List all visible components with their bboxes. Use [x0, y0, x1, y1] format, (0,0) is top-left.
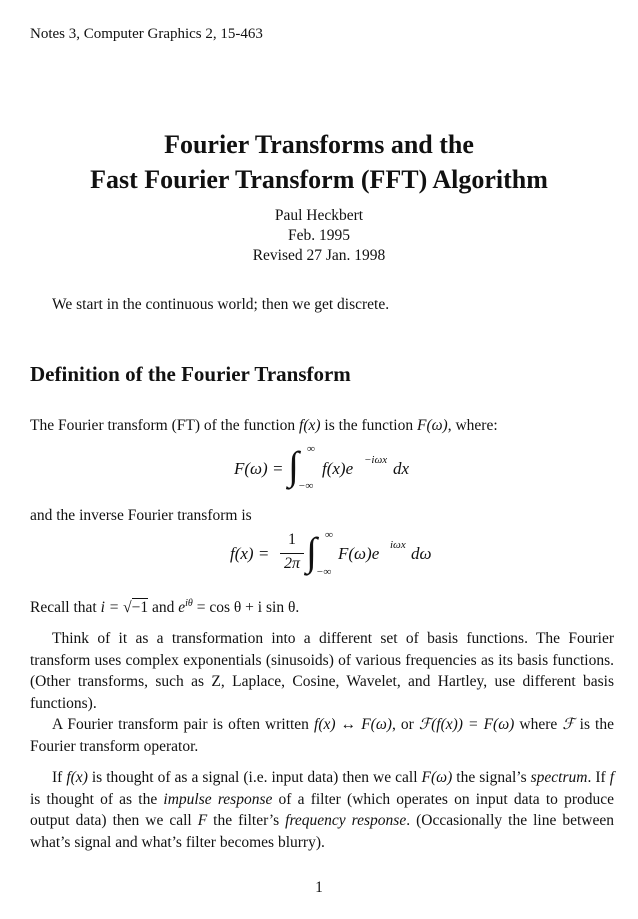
signal-text-5: is thought of as the — [30, 790, 164, 808]
signal-text-1: If — [52, 769, 67, 786]
eq1-lower-limit: −∞ — [298, 480, 314, 492]
eq2-numerator: 1 — [288, 531, 296, 548]
pair-operator-symbol: ℱ — [562, 716, 575, 733]
recall-i-eq: i = √ — [100, 599, 132, 617]
recall-e-exponent: iθ — [185, 598, 193, 609]
author: Paul Heckbert — [274, 207, 364, 224]
eq2-lower-limit: −∞ — [316, 566, 332, 578]
title-line-2: Fast Fourier Transform (FFT) Algorithm — [90, 165, 548, 194]
pair-expression: f(x) ↔ F(ω) — [314, 716, 392, 733]
basis-paragraph: Think of it as a transformation into a different set of basis functions. The Fourier transform uses complex exponentials (sinusoids) of various frequencies as its basis functions. (Other transforms, such as Z, Laplace, Cosine, Wavelet, and Hartley, use different basis functions). — [30, 630, 614, 712]
date: Feb. 1995 — [288, 227, 350, 244]
signal-text-3: the signal’s — [452, 769, 531, 786]
eq2-lhs: f(x) = — [230, 544, 270, 563]
recall-e: e — [178, 599, 186, 617]
signal-F: F — [197, 812, 208, 829]
page-number: 1 — [315, 879, 323, 896]
recall-rhs: = cos θ + i sin θ. — [192, 599, 300, 617]
inverse-intro: and the inverse Fourier transform is — [30, 507, 252, 524]
ft-intro-paragraph — [30, 415, 614, 437]
eq1-lhs: F(ω) = — [234, 459, 284, 478]
eq2-integrand: F(ω)e — [338, 544, 380, 563]
ft-intro-Fw: F(ω) — [416, 417, 448, 434]
eq2-exponent: iωx — [390, 539, 406, 551]
revised-date: Revised 27 Jan. 1998 — [252, 247, 386, 264]
running-header: Notes 3, Computer Graphics 2, 15-463 — [30, 26, 263, 42]
signal-fx: f(x) — [66, 769, 88, 786]
signal-f: f — [609, 769, 614, 786]
signal-text-4: . If — [587, 769, 610, 786]
title-line-1: Fourier Transforms and the — [164, 130, 474, 159]
pair-text-4: is the Fourier transform operator. — [30, 716, 614, 755]
signal-spectrum: spectrum — [530, 769, 588, 786]
recall-text-1: Recall that — [30, 599, 101, 617]
signal-text-2: is thought of as a signal (i.e. input data) then we call — [87, 769, 422, 786]
ft-intro-fx: f(x) — [299, 417, 321, 434]
eq1-integral-sign: ∫ — [288, 443, 299, 488]
recall-text-2: and — [148, 599, 179, 617]
eq1-upper-limit: ∞ — [307, 443, 315, 455]
equation-forward-ft — [0, 440, 638, 500]
signal-text-8: . (Occasionally the line between what’s signal and what’s filter becomes blurry). — [30, 812, 614, 851]
recall-minus-one: −1 — [131, 599, 149, 617]
eq2-integral-sign: ∫ — [306, 529, 317, 574]
recall-line — [30, 593, 614, 619]
pair-operator-expression: ℱ(f(x)) = F(ω) — [418, 716, 515, 733]
intro-paragraph: We start in the continuous world; then we get discrete. — [52, 296, 390, 313]
equation-inverse-ft — [0, 528, 638, 592]
signal-paragraph — [30, 767, 614, 853]
ft-intro-text-1: The Fourier transform (FT) of the function — [30, 417, 300, 434]
signal-Fw: F(ω) — [421, 769, 453, 786]
eq2-upper-limit: ∞ — [325, 529, 333, 541]
pair-text-1: A Fourier transform pair is often written — [52, 716, 315, 733]
signal-frequency-response: frequency response — [285, 812, 407, 829]
pair-text-2: , or — [391, 716, 419, 733]
eq2-fraction-bar — [280, 553, 304, 554]
pair-text-3: where — [514, 716, 563, 733]
ft-intro-text-3: , where: — [447, 417, 498, 434]
eq2-dw: dω — [411, 544, 432, 563]
signal-text-6: of a filter (which operates on input data to produce output data) then we call — [30, 790, 615, 829]
eq1-integrand: f(x)e — [322, 459, 354, 478]
eq2-denominator: 2π — [283, 555, 300, 572]
signal-impulse-response: impulse response — [163, 790, 273, 808]
ft-intro-text-2: is the function — [320, 417, 417, 434]
section-heading: Definition of the Fourier Transform — [30, 362, 351, 386]
pair-paragraph — [30, 714, 614, 757]
signal-text-7: the filter’s — [207, 812, 286, 829]
eq1-exponent: −iωx — [364, 454, 388, 466]
eq1-dx: dx — [393, 459, 410, 478]
